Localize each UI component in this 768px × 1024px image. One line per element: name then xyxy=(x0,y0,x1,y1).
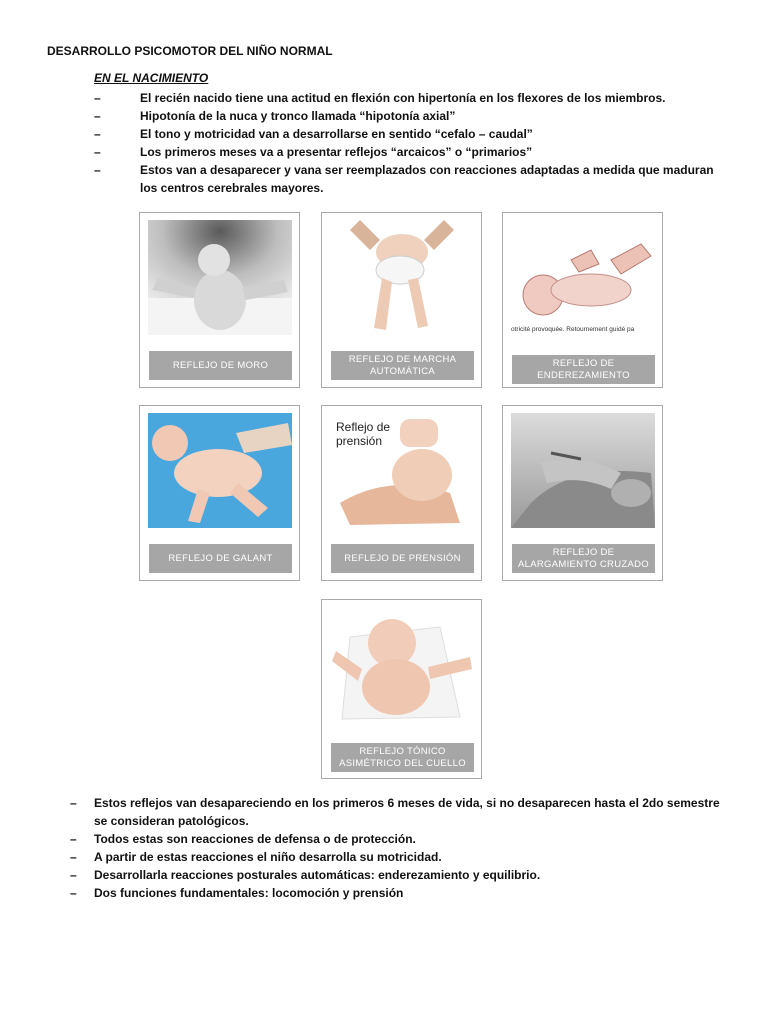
baby-photo-illustration xyxy=(148,413,292,528)
list-item-text: El tono y motricidad van a desarrollarse en sentido “cefalo – caudal” xyxy=(140,127,533,141)
list-item-text: Los primeros meses va a presentar reflejos “arcaicos” o “primarios” xyxy=(140,145,533,159)
list-item xyxy=(94,161,734,197)
photo-text-line-2: prensión xyxy=(336,434,383,448)
list-item xyxy=(70,866,730,884)
bullet-dash: – xyxy=(70,832,77,846)
list-item-text: Desarrollarla reacciones posturales automáticas: enderezamiento y equilibrio. xyxy=(94,868,541,882)
reflex-card-enderezamiento xyxy=(502,212,663,388)
bullet-dash: – xyxy=(94,127,101,141)
reflex-card-galant xyxy=(139,405,300,581)
card-label: REFLEJO DE MORO xyxy=(149,351,292,380)
baby-photo-illustration xyxy=(511,220,655,335)
list-item xyxy=(70,848,730,866)
baby-photo-illustration xyxy=(148,220,292,335)
bullet-dash: – xyxy=(94,145,101,159)
photo-caption: otricité provoquée. Retournement guidé pa xyxy=(511,326,635,333)
card-label: REFLEJO DE ALARGAMIENTO CRUZADO xyxy=(512,544,655,573)
page-title: DESARROLLO PSICOMOTOR DEL NIÑO NORMAL xyxy=(47,44,333,58)
alargamiento-reflex-photo xyxy=(511,413,655,528)
reflex-card-tonico xyxy=(321,599,482,779)
bullet-dash: – xyxy=(70,886,77,900)
list-item-text: Dos funciones fundamentales: locomoción y prensión xyxy=(94,886,404,900)
bullet-dash: – xyxy=(94,163,101,177)
list-item xyxy=(70,794,730,830)
tonico-reflex-photo xyxy=(330,607,474,722)
reflex-card-prension xyxy=(321,405,482,581)
baby-photo-illustration xyxy=(330,607,474,722)
bullet-dash: – xyxy=(94,91,101,105)
reflex-card-alargamiento xyxy=(502,405,663,581)
card-label: REFLEJO DE GALANT xyxy=(149,544,292,573)
list-item-text: A partir de estas reacciones el niño desarrolla su motricidad. xyxy=(94,850,442,864)
card-label: REFLEJO TÓNICO ASIMÉTRICO DEL CUELLO xyxy=(331,743,474,772)
photo-text-line-1: Reflejo de xyxy=(336,420,391,434)
bottom-bullet-list xyxy=(70,794,730,902)
card-label: REFLEJO DE PRENSIÓN xyxy=(331,544,474,573)
moro-reflex-photo xyxy=(148,220,292,335)
baby-photo-illustration xyxy=(511,413,655,528)
bullet-dash: – xyxy=(70,796,77,810)
list-item xyxy=(70,830,730,848)
baby-photo-illustration xyxy=(330,220,474,335)
list-item xyxy=(94,107,734,125)
list-item xyxy=(94,89,734,107)
prension-reflex-photo xyxy=(330,413,474,528)
reflex-card-marcha xyxy=(321,212,482,388)
galant-reflex-photo xyxy=(148,413,292,528)
section-subtitle: EN EL NACIMIENTO xyxy=(94,71,209,85)
top-bullet-list xyxy=(94,89,734,197)
bullet-dash: – xyxy=(70,850,77,864)
reflex-card-moro xyxy=(139,212,300,388)
marcha-reflex-photo xyxy=(330,220,474,335)
list-item-text: Estos reflejos van desapareciendo en los primeros 6 meses de vida, si no desaparecen hasta el 2do semestre se consideran patológicos. xyxy=(94,796,720,828)
card-label: REFLEJO DE ENDEREZAMIENTO xyxy=(512,355,655,384)
list-item xyxy=(70,884,730,902)
list-item-text: Todos estas son reacciones de defensa o de protección. xyxy=(94,832,416,846)
baby-photo-illustration xyxy=(330,413,474,528)
list-item-text: El recién nacido tiene una actitud en flexión con hipertonía en los flexores de los miembros. xyxy=(140,91,666,105)
enderezamiento-reflex-photo xyxy=(511,220,655,335)
list-item-text: Estos van a desaparecer y vana ser reemplazados con reacciones adaptadas a medida que maduran los centros cerebrales mayores. xyxy=(140,163,714,195)
bullet-dash: – xyxy=(70,868,77,882)
list-item xyxy=(94,143,734,161)
bullet-dash: – xyxy=(94,109,101,123)
card-label: REFLEJO DE MARCHA AUTOMÁTICA xyxy=(331,351,474,380)
list-item xyxy=(94,125,734,143)
list-item-text: Hipotonía de la nuca y tronco llamada “hipotonía axial” xyxy=(140,109,456,123)
